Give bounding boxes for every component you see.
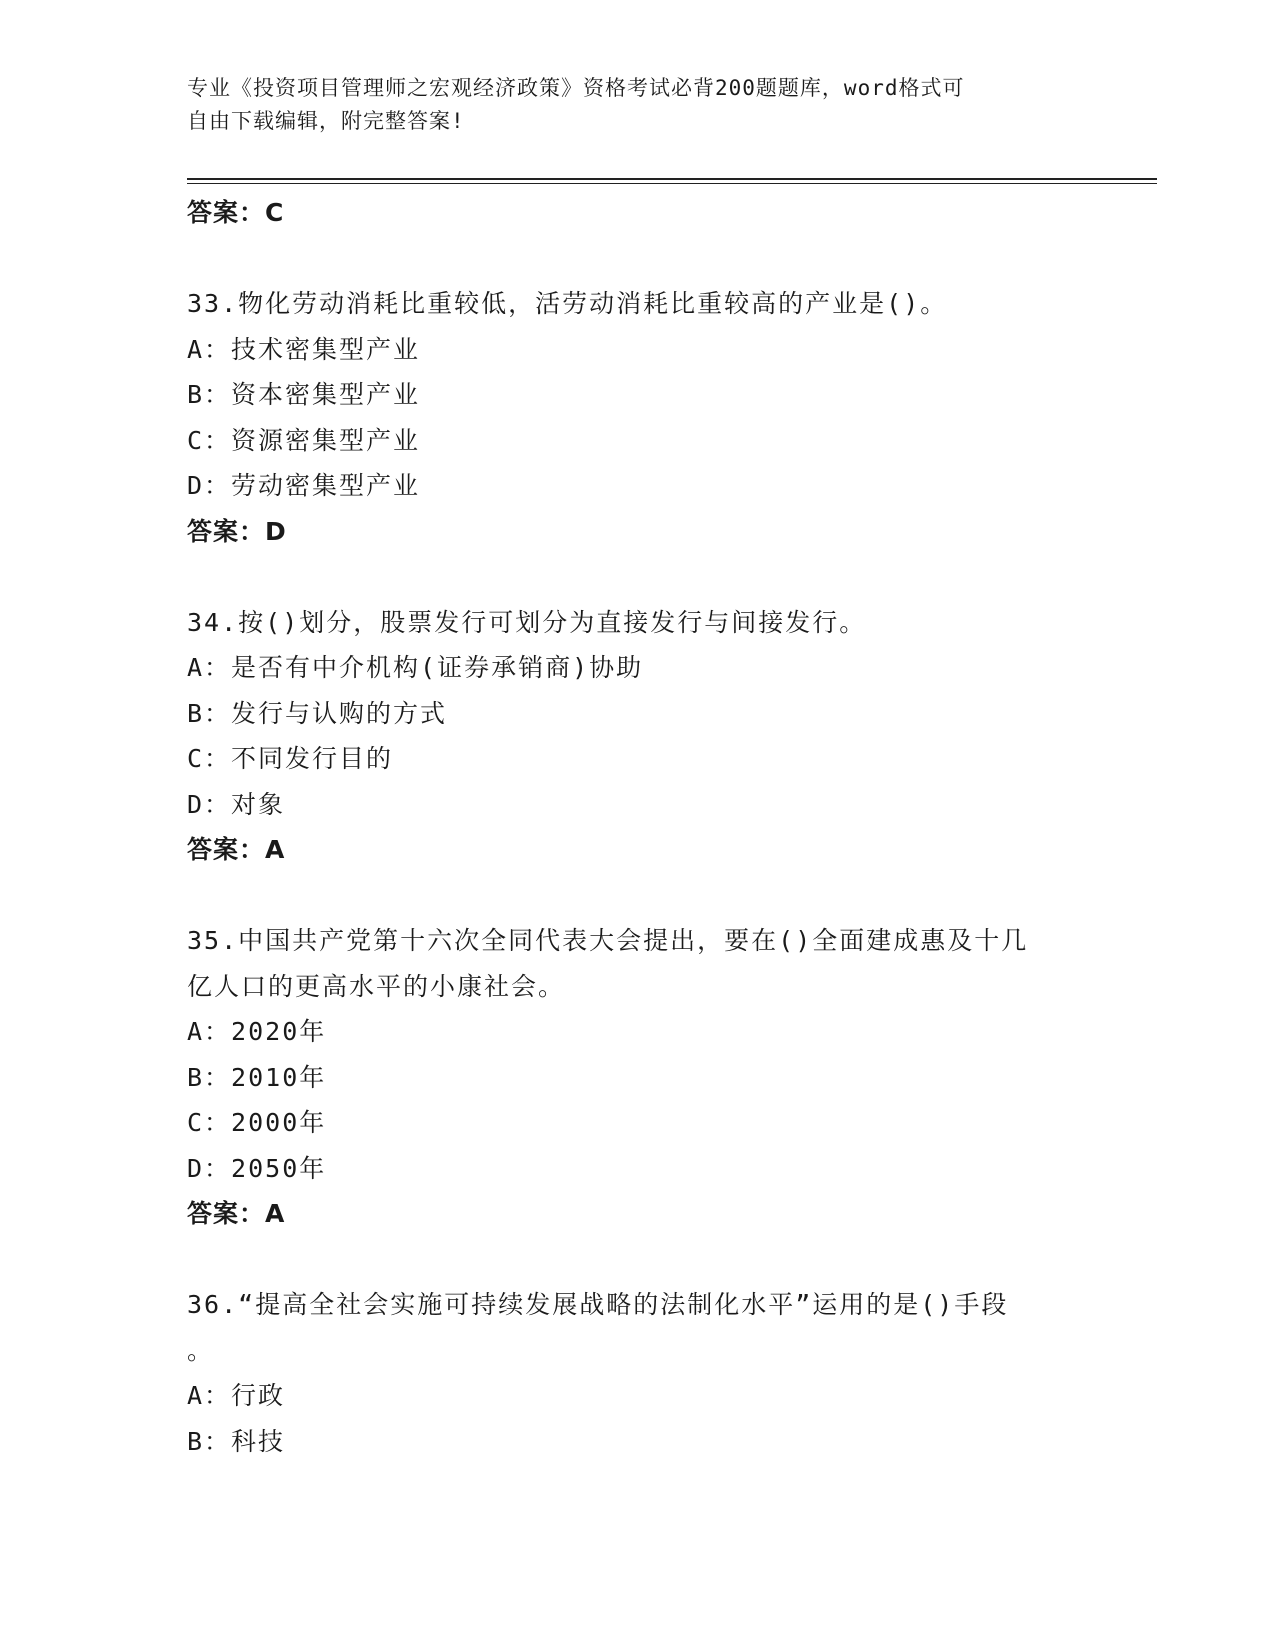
option-a: A：技术密集型产业	[187, 334, 421, 364]
spacer	[187, 236, 1087, 282]
option-d: D：劳动密集型产业	[187, 471, 421, 500]
answer-line: 答案：A	[187, 835, 286, 864]
option-c: C：资源密集型产业	[187, 425, 421, 455]
option-b: B：资本密集型产业	[187, 380, 421, 409]
question-stem-line-1: 36.“提高全社会实施可持续发展战略的法制化水平”运用的是()手段	[187, 1290, 1009, 1319]
answer-line: 答案：A	[187, 1199, 286, 1228]
question-stem: 33.物化劳动消耗比重较低，活劳动消耗比重较高的产业是()。	[187, 289, 948, 318]
option-c: C：2000年	[187, 1108, 327, 1137]
question-list	[187, 190, 1087, 1464]
answer-line: 答案：C	[187, 198, 285, 227]
question-stem: 34.按()划分，股票发行可划分为直接发行与间接发行。	[187, 607, 867, 637]
option-b: B：科技	[187, 1426, 286, 1456]
header-line-2: 自由下载编辑，附完整答案!	[187, 109, 465, 133]
header-divider	[187, 178, 1157, 180]
option-b: B：2010年	[187, 1062, 327, 1092]
option-a: A：是否有中介机构(证券承销商)协助	[187, 653, 644, 682]
header-line-1: 专业《投资项目管理师之宏观经济政策》资格考试必背200题题库，word格式可	[187, 76, 965, 100]
spacer	[187, 554, 1087, 600]
question-stem-line-2: 。	[187, 1335, 215, 1365]
option-c: C：不同发行目的	[187, 744, 394, 773]
question-stem-line-2: 亿人口的更高水平的小康社会。	[187, 971, 566, 1001]
option-d: D：对象	[187, 789, 286, 819]
option-b: B：发行与认购的方式	[187, 698, 448, 728]
option-a: A：行政	[187, 1381, 286, 1410]
spacer	[187, 1237, 1087, 1283]
question-stem-line-1: 35.中国共产党第十六次全同代表大会提出，要在()全面建成惠及十几	[187, 926, 1029, 955]
option-d: D：2050年	[187, 1153, 327, 1183]
option-a: A：2020年	[187, 1017, 327, 1046]
header-divider-thin	[187, 183, 1157, 184]
answer-line: 答案：D	[187, 516, 287, 546]
document-header	[187, 72, 1067, 138]
spacer	[187, 873, 1087, 919]
